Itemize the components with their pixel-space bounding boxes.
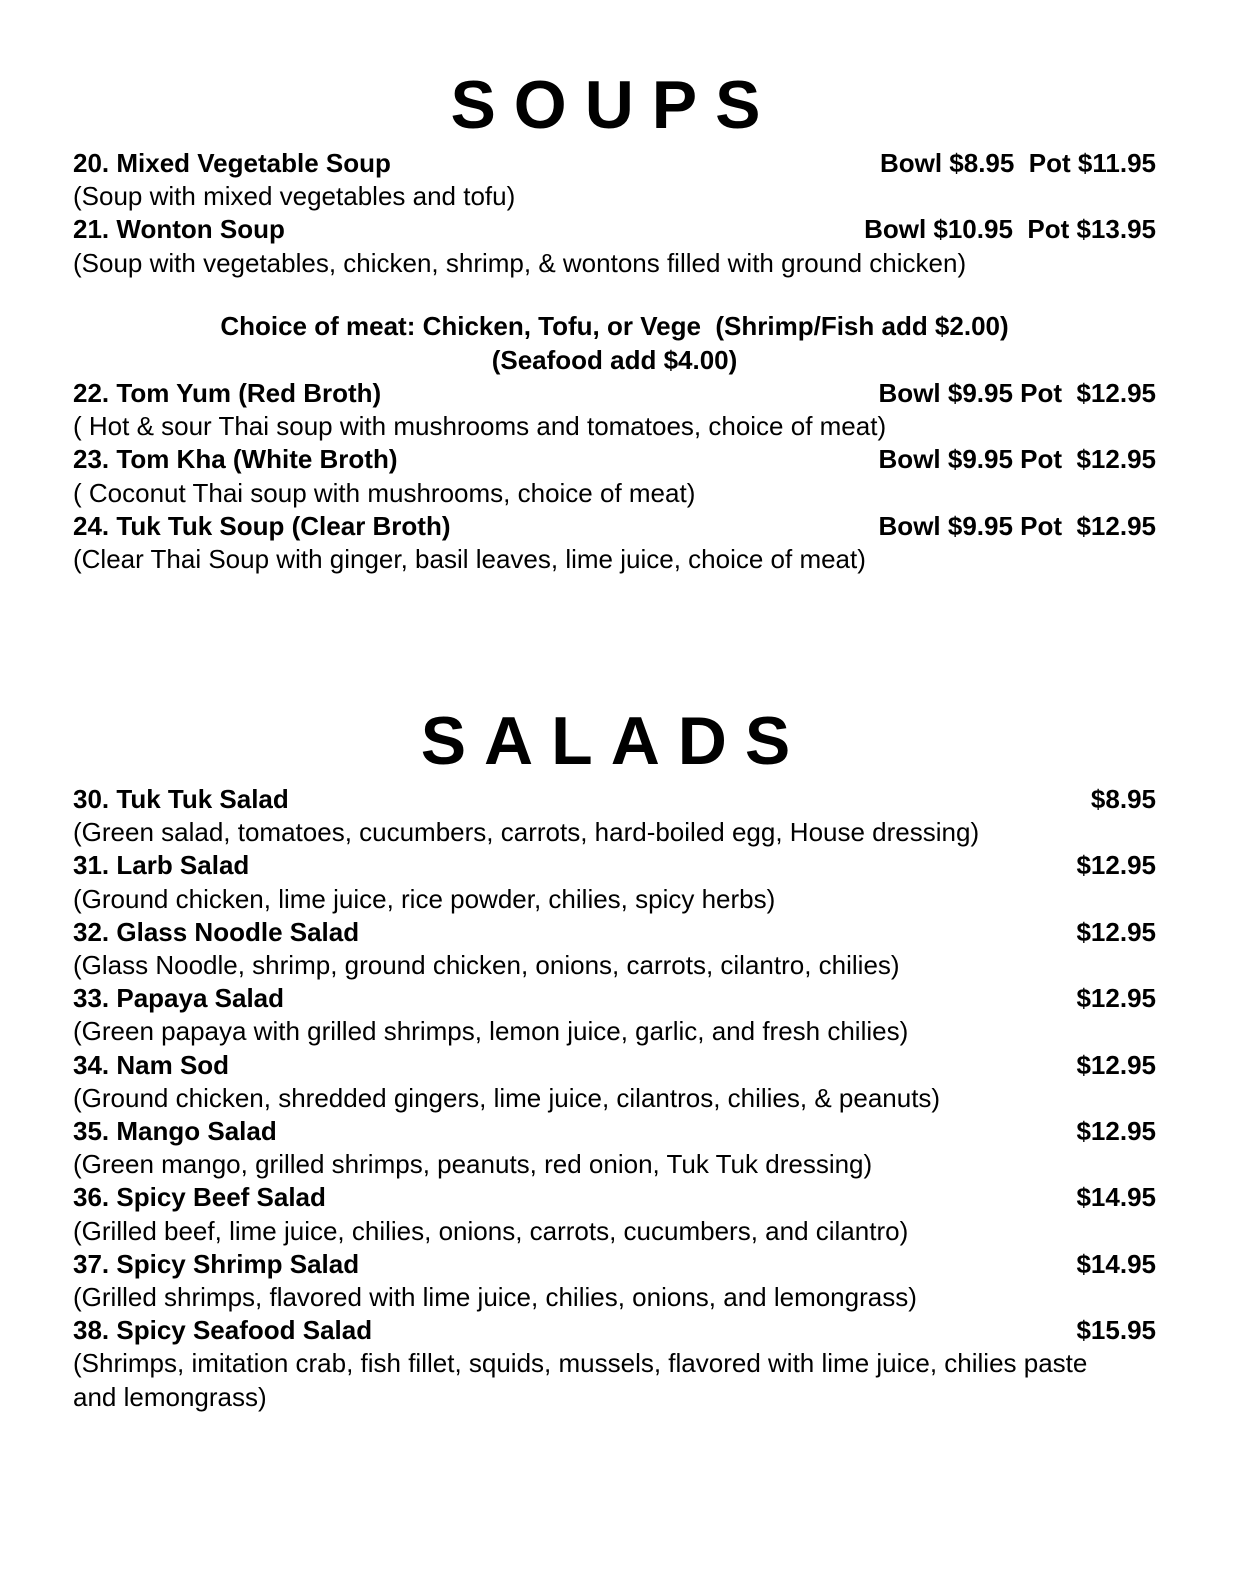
menu-item <box>73 1314 1156 1347</box>
menu-item <box>73 1248 1156 1281</box>
item-price: $15.95 <box>1076 1315 1156 1346</box>
menu-item <box>73 982 1156 1015</box>
item-name: 38. Spicy Seafood Salad <box>73 1315 373 1346</box>
item-name: 24. Tuk Tuk Soup (Clear Broth) <box>73 510 451 541</box>
item-description: (Green papaya with grilled shrimps, lemon juice, garlic, and fresh chilies) <box>73 1016 909 1047</box>
item-description: (Shrimps, imitation crab, fish fillet, squids, mussels, flavored with lime juice, chilies paste and lemongrass) <box>73 1348 1088 1412</box>
item-price: Bowl $8.95 Pot $11.95 <box>879 148 1156 178</box>
item-price: Bowl $10.95 Pot $13.95 <box>864 214 1156 245</box>
menu-item <box>73 1115 1156 1148</box>
item-price: $12.95 <box>1076 916 1156 947</box>
choice-of-meat-note <box>73 310 1156 377</box>
item-name: 35. Mango Salad <box>73 1116 277 1147</box>
item-price: $14.95 <box>1076 1182 1156 1213</box>
item-price: Bowl $9.95 Pot $12.95 <box>878 444 1156 475</box>
menu-item <box>73 849 1156 882</box>
item-name: 23. Tom Kha (White Broth) <box>73 444 398 475</box>
menu-item <box>73 1181 1156 1214</box>
menu-item <box>73 783 1156 816</box>
thai-soups-list <box>73 377 1156 576</box>
choice-note-line: (Seafood add $4.00) <box>491 344 738 375</box>
item-name: 34. Nam Sod <box>73 1049 230 1080</box>
soups-heading: SOUPS <box>450 67 779 143</box>
item-description: (Green salad, tomatoes, cucumbers, carrots, hard-boiled egg, House dressing) <box>73 817 980 848</box>
item-name: 20. Mixed Vegetable Soup <box>73 148 391 178</box>
item-price: $12.95 <box>1076 850 1156 881</box>
choice-note-line: Choice of meat: Chicken, Tofu, or Vege (Shrimp/Fish add $2.00) <box>220 311 1009 341</box>
item-description: (Grilled beef, lime juice, chilies, onions, carrots, cucumbers, and cilantro) <box>73 1215 909 1246</box>
item-description: (Glass Noodle, shrimp, ground chicken, onions, carrots, cilantro, chilies) <box>73 950 900 981</box>
salads-heading: SALADS <box>420 703 809 779</box>
item-name: 22. Tom Yum (Red Broth) <box>73 378 382 408</box>
item-description: ( Hot & sour Thai soup with mushrooms and tomatoes, choice of meat) <box>73 411 887 442</box>
item-price: Bowl $9.95 Pot $12.95 <box>878 510 1156 541</box>
item-name: 33. Papaya Salad <box>73 983 285 1014</box>
menu-item <box>73 213 1156 246</box>
item-price: $12.95 <box>1076 1049 1156 1080</box>
menu-item <box>73 377 1156 410</box>
item-description: (Clear Thai Soup with ginger, basil leaves, lime juice, choice of meat) <box>73 544 866 575</box>
menu-item <box>73 510 1156 543</box>
item-price: $12.95 <box>1076 1116 1156 1147</box>
item-price: $14.95 <box>1076 1248 1156 1279</box>
item-price: $12.95 <box>1076 983 1156 1014</box>
soups-list <box>73 147 1156 280</box>
item-name: 30. Tuk Tuk Salad <box>73 784 289 814</box>
menu-item <box>73 147 1156 180</box>
item-description: ( Coconut Thai soup with mushrooms, choice of meat) <box>73 477 696 508</box>
item-name: 21. Wonton Soup <box>73 214 285 245</box>
item-description: (Ground chicken, lime juice, rice powder, chilies, spicy herbs) <box>73 883 776 914</box>
item-price: $8.95 <box>1090 784 1156 814</box>
item-price: Bowl $9.95 Pot $12.95 <box>878 378 1156 408</box>
item-name: 32. Glass Noodle Salad <box>73 916 360 947</box>
item-description: (Soup with mixed vegetables and tofu) <box>73 181 516 212</box>
item-description: (Grilled shrimps, flavored with lime juice, chilies, onions, and lemongrass) <box>73 1282 917 1313</box>
item-description: (Ground chicken, shredded gingers, lime juice, cilantros, chilies, & peanuts) <box>73 1082 941 1113</box>
salads-list <box>73 783 1156 1414</box>
item-name: 36. Spicy Beef Salad <box>73 1182 326 1213</box>
menu-item <box>73 1049 1156 1082</box>
menu-item <box>73 916 1156 949</box>
item-name: 31. Larb Salad <box>73 850 250 881</box>
item-name: 37. Spicy Shrimp Salad <box>73 1248 360 1279</box>
item-description: (Soup with vegetables, chicken, shrimp, & wontons filled with ground chicken) <box>73 247 967 278</box>
item-description: (Green mango, grilled shrimps, peanuts, red onion, Tuk Tuk dressing) <box>73 1149 873 1180</box>
menu-item <box>73 443 1156 476</box>
